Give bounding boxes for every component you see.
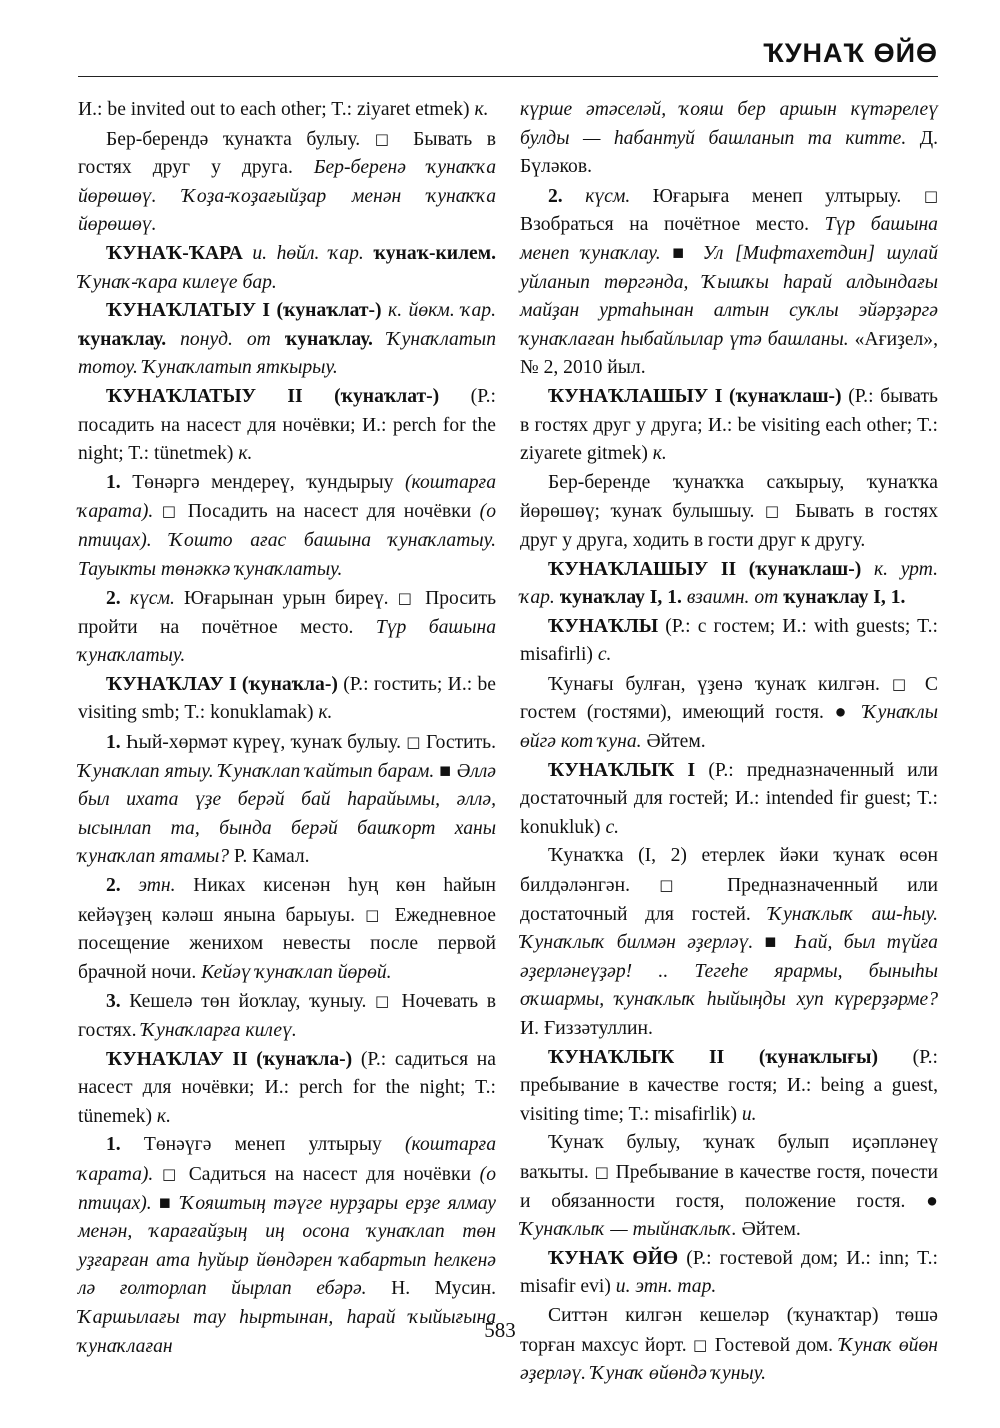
right_column-entry: Ҡунаҡҡа (I, 2) етерлек йәки ҡунаҡ өсөн билдәләнгән. □ Предназначенный или достаточный для гостей. Ҡунаҡлыҡ аш-һыу. Ҡунаҡлыҡ билмән әҙерләү. ■ Һай, был түйға әҙерләнеүҙәр! .. Тегеһе ярармы, быныһы оҡшармы, ҡунаҡлыҡ һыйыңды хуп күрерҙәрме? И. Ғиззәтуллин. bbox=[520, 845, 938, 1039]
right-column bbox=[520, 96, 938, 1389]
left_column-entry: ҠУНАҠЛАУ I (ҡунаҡла-) (Р.: гостить; И.: be visiting smb; T.: konuklamak) к. bbox=[78, 673, 496, 724]
left_column-entry: 2. этн. Никах кисенән һуң көн һайын кейәүҙең кәләш янына барыуы. □ Ежедневное посещение женихом невесты после первой брачной ночи. Кейәү ҡунаҡлап йөрөй. bbox=[78, 875, 496, 983]
right_column-entry: Ҡунағы булған, үҙенә ҡунаҡ килгән. □ С гостем (гостями), имеющий гостя. ● Ҡунаҡлы өйгә кот ҡуна. Әйтем. bbox=[520, 673, 938, 753]
left-column bbox=[78, 96, 496, 1361]
left_column-entry: ҠУНАҠЛАТЫУ II (ҡунаҡлат-) (Р.: посадить на насест для ночёвки; И.: perch for the night; T.: tünetmek) к. bbox=[78, 385, 496, 465]
right_column-entry: ҠУНАҠЛЫ (Р.: с гостем; И.: with guests; T.: misafirli) с. bbox=[520, 615, 938, 666]
left_column-entry: 3. Кешелә төн йоҡлау, ҡуныу. □ Ночевать в гостях. Ҡунаҡларға килеү. bbox=[78, 991, 496, 1041]
left_column-entry: 1. Төнәүгә менеп ултырыу (коштарға ҡарата). □ Садиться на насест для ночёвки (о птицах). ■ Ҡояштың тәүге нурҙары ерҙе ялмау менән, ҡарағайҙың иң осона ҡунаҡлап төн уҙғарған ата һуйыр йөндәрен ҡабартып һелкенә лә ғолторлап йырлап ебәрә. Н. Мусин. Ҡаршылағы тау һыртынан, һарай ҡыйығына ҡунаҡлаған bbox=[78, 1134, 497, 1357]
right_column-entry: Ситтән килгән кешеләр (ҡунаҡтар) төшә торған махсус йорт. □ Гостевой дом. Ҡунаҡ өйөн әҙерләү. Ҡунаҡ өйөндә ҡуныу. bbox=[520, 1304, 938, 1385]
right_column-entry: 2. күсм. Юғарыға менеп ултырыу. □ Взобраться на почётное место. Түр башына менеп ҡунаҡлау. ■ Ул [Мифтахетдин] шулай уйланып төргәнда, Ҡышҡы һарай алдындағы майҙан уртаһынан алтын суҡлы эйәрҙәргә ҡунаҡлаған һыбайлылар үтә башланы. «Ағиҙел», № 2, 2010 йыл. bbox=[520, 185, 938, 379]
right_column-entry: ҠУНАҠЛЫҠ I (Р.: предназначенный или достаточный для гостей; И.: intended fir guest; T.: konukluk) с. bbox=[520, 759, 938, 838]
left_column-entry: 1. Төнәргә мендереү, ҡундырыу (коштарға ҡарата). □ Посадить на насест для ночёвки (о птицах). Ҡошто ағас башына ҡунаҡлатыу. Тауыкты төнәккә ҡунаҡлатыу. bbox=[78, 471, 496, 580]
left_column-entry: 1. Һый-хөрмәт күреү, ҡунаҡ булыу. □ Гостить. Ҡунаҡлап ятыу. Ҡунаҡлап ҡайтып барам. ■ Әллә был ихата үҙе берәй бай һарайымы, әллә, ысынлап та, бында берәй башҡорт ханы ҡунаҡлап ятамы? Р. Камал. bbox=[78, 732, 496, 868]
right_column-entry: ҠУНАҠ ӨЙӨ (Р.: гостевой дом; И.: inn; T.: misafir evi) и. этн. тар. bbox=[520, 1247, 938, 1298]
running-head: ҠУНАҠ ӨЙӨ bbox=[763, 38, 938, 68]
left_column-entry: ҠУНАҠ-ҠАРА и. һөйл. ҡар. ҡунаҡ-килем. Ҡунаҡ-ҡара килеүе бар. bbox=[78, 242, 496, 293]
page-header bbox=[78, 30, 938, 77]
left_column-entry: ҠУНАҠЛАТЫУ I (ҡунаҡлат-) к. йөкм. ҡар. ҡунаҡлау. понуд. от ҡунаҡлау. Ҡунаҡлатып тотоу. Ҡунаҡлатып яткырыу. bbox=[78, 300, 496, 379]
right_column-entry: ҠУНАҠЛАШЫУ I (ҡунаҡлаш-) (Р.: бывать в гостях друг у друга; И.: be visiting each other; T.: ziyarete gitmek) к. bbox=[520, 385, 938, 465]
right_column-entry: Бер-беренде ҡунаҡҡа саҡырыу, ҡунаҡҡа йөрөшөү; ҡунаҡ булышыу. □ Бывать в гостях друг у друга, ходить в гости друг к другу. bbox=[520, 471, 938, 551]
left_column-entry: И.: be invited out to each other; T.: ziyaret etmek) к. bbox=[78, 99, 489, 120]
left_column-entry: ҠУНАҠЛАУ II (ҡунаҡла-) (Р.: садиться на насест для ночёвки; И.: perch for the night; T.: tünemek) к. bbox=[78, 1048, 496, 1127]
right_column-entry: күрше әтәселәй, ҡояш бер аршын күтәрелеү булды — һабантуй башланып та китте. Д. Бүләков. bbox=[520, 99, 938, 178]
right_column-entry: Ҡунаҡ булыу, ҡунаҡ булып иҫәпләнеү ваҡыты. □ Пребывание в качестве гостя, почести и обязанности гостя, положение гостя. ● Ҡунаҡлыҡ — тыйнаҡлыҡ. Әйтем. bbox=[520, 1132, 938, 1241]
right_column-entry: ҠУНАҠЛЫҠ II (ҡунаҡлығы) (Р.: пребывание в качестве гостя; И.: being a guest, visiting time; T.: misafirlik) и. bbox=[520, 1046, 938, 1125]
left_column-entry: 2. күсм. Юғарынан урын биреү. □ Просить пройти на почётное место. Түр башына ҡунаҡлатыу. bbox=[78, 588, 497, 667]
page-number: 583 bbox=[484, 1318, 516, 1342]
left_column-entry: Бер-берендә ҡунаҡта булыу. □ Бывать в гостях друг у друга. Бер-беренә ҡунаҡҡа йөрөшөү. Ҡоҙа-ҡоҙағыйҙар менән ҡунаҡҡа йөрөшөү. bbox=[78, 128, 496, 236]
right_column-entry: ҠУНАҠЛАШЫУ II (ҡунаҡлаш-) к. урт. ҡар. ҡунаҡлау I, 1. взаимн. от ҡунаҡлау I, 1. bbox=[520, 558, 938, 609]
